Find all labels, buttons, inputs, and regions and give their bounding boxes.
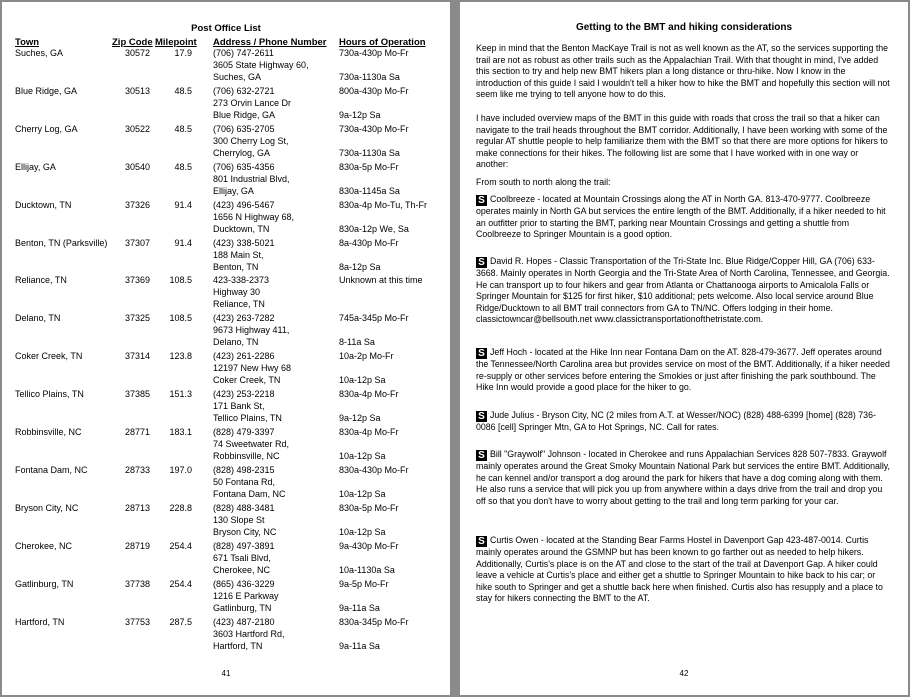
address-line: (706) 635-4356 (213, 161, 275, 172)
zip-cell: 37307 (124, 237, 150, 248)
address-line: (828) 479-3397 (213, 427, 275, 437)
shuttle-entry (476, 347, 890, 394)
town-cell: Bryson City, NC (15, 502, 79, 513)
hours-line: 8a-430p Mo-Fr (339, 237, 399, 248)
zip-cell: 37326 (124, 199, 150, 210)
address-line: (423) 263-7282 (213, 313, 275, 324)
milepoint-cell: 108.5 (169, 313, 192, 324)
intro-paragraph-2: I have included overview maps of the BMT in this guide with roads that cross the trail so that a hiker can navigate to the trail heads throughout the BMT corridor. Additionally, I have been working with some of the regular AT shuttle people to help familiarize them with the BMT so that there are more options for hikers to make connections for their hikes. The following list are some that I have worked with in one way or another: (476, 113, 888, 169)
address-line: 423-338-2373 (213, 275, 270, 286)
address-line: Gatlinburg, TN (213, 602, 272, 613)
address-line: (706) 747-2611 (213, 48, 274, 58)
zip-cell: 37369 (124, 275, 150, 286)
hours-line: 9a-5p Mo-Fr (339, 578, 389, 589)
address-line: Cherrylog, GA (213, 147, 271, 158)
hours-line: Unknown at this time (339, 275, 423, 286)
address-line: (706) 635-2705 (213, 123, 275, 134)
address-line: (423) 253-2218 (213, 389, 275, 400)
page-number-right: 42 (679, 669, 689, 678)
hours-line: 800a-430p Mo-Fr (339, 85, 409, 96)
address-line: Benton, TN (213, 261, 259, 272)
hours-line: 10a-12p Sa (339, 488, 386, 499)
town-cell: Delano, TN (15, 313, 61, 324)
town-cell: Coker Creek, TN (15, 351, 83, 362)
hours-line: 10a-2p Mo-Fr (339, 351, 394, 362)
intro-paragraph-3: From south to north along the trail: (476, 177, 611, 187)
milepoint-cell: 48.5 (174, 161, 192, 172)
milepoint-cell: 254.4 (169, 540, 192, 551)
town-cell: Hartford, TN (15, 616, 65, 627)
address-line: (828) 488-3481 (213, 502, 275, 513)
zip-cell: 28713 (124, 502, 150, 513)
milepoint-cell: 17.9 (174, 48, 192, 58)
address-line: (828) 498-2315 (213, 464, 275, 475)
hours-line: 10a-1130a Sa (339, 564, 395, 575)
shuttle-text: Jude Julius - Bryson City, NC (2 miles from A.T. at Wesser/NOC) (828) 488-6399 [home] (828) 736-0086 [cell] Springer Mtn, GA to Hot Springs, NC. Call for rates. (476, 410, 876, 432)
milepoint-cell: 228.8 (169, 502, 192, 513)
address-line: 671 Tsali Blvd, (213, 552, 271, 563)
header-zip: Zip Code (112, 37, 153, 48)
section-title: Getting to the BMT and hiking considerations (575, 22, 793, 33)
hours-line: 730a-1130a Sa (339, 72, 400, 82)
page-number-left: 41 (221, 669, 231, 678)
milepoint-cell: 254.4 (169, 578, 192, 589)
address-line: 50 Fontana Rd, (213, 476, 276, 487)
town-cell: Reliance, TN (15, 275, 67, 286)
shuttle-entry (476, 256, 890, 326)
address-line: 188 Main St, (213, 249, 264, 260)
milepoint-cell: 48.5 (174, 85, 192, 96)
hours-line: 9a-11a Sa (339, 640, 380, 651)
address-line: Bryson City, NC (213, 526, 277, 537)
milepoint-cell: 108.5 (169, 275, 192, 286)
hours-line: 830a-4p Mo-Fr (339, 389, 399, 400)
town-cell: Tellico Plains, TN (15, 389, 84, 400)
address-line: Robbinsville, NC (213, 451, 280, 461)
address-line: 1216 E Parkway (213, 590, 279, 601)
header-address: Address / Phone Number (213, 37, 327, 48)
address-line: Ellijay, GA (213, 185, 254, 196)
zip-cell: 37314 (124, 351, 150, 362)
address-line: 1656 N Highway 68, (213, 211, 295, 222)
address-line: 3603 Hartford Rd, (213, 628, 285, 639)
shuttle-text: David R. Hopes - Classic Transportation of the Tri-State Inc. Blue Ridge/Copper Hill, GA (706) 633-3668. Mainly operates in North Georgia and the Tri-State Area of North Carolina, Tennessee, and Georgia. He can transport up to four hikers and gear from Atlanta or Chattanooga airports to Amicalola Falls or Springer Mountain for $125 for first hiker, $10 additional; pets welcome. Also local service around Blue Ridge/Ducktown to all BMT trail connectors from GA to TN/NC. Offers lodging in their home. classictowncar@bellsouth.net www.classictransportationofthetristate.com. (476, 256, 890, 324)
zip-cell: 28733 (124, 464, 150, 475)
address-line: Delano, TN (213, 337, 259, 348)
header-hours: Hours of Operation (339, 37, 426, 48)
hours-line: 830a-1145a Sa (339, 185, 400, 196)
address-line: 12197 New Hwy 68 (213, 363, 292, 374)
address-line: 273 Orvin Lance Dr (213, 97, 292, 108)
milepoint-cell: 183.1 (169, 427, 192, 437)
shuttle-icon: S (476, 536, 487, 547)
hours-line: 830a-5p Mo-Fr (339, 502, 399, 513)
left-page (2, 2, 450, 695)
address-line: (423) 487-2180 (213, 616, 275, 627)
address-line: Coker Creek, TN (213, 375, 281, 386)
shuttle-entry (476, 449, 890, 507)
address-line: Ducktown, TN (213, 223, 270, 234)
intro-paragraph-1: Keep in mind that the Benton MacKaye Trail is not as well known as the AT, so the services supporting the trail are not as robust as other trails such as the Appalachian Trail. With that thought in mind, I've added this section to try and help new BMT hikers plan a long distance or thru-hike. Now I know in the introduction of this guide I said I wouldn't tell a hiker how to hike the BMT and hopefully this section will not seem like me trying to tell anyone how to do this. (476, 43, 890, 99)
shuttle-entry (476, 410, 890, 434)
address-line: Hartford, TN (213, 640, 263, 651)
address-line: (828) 497-3891 (213, 540, 275, 551)
milepoint-cell: 123.8 (169, 351, 192, 362)
hours-line: 8-11a Sa (339, 337, 375, 348)
address-line: (423) 496-5467 (213, 199, 275, 210)
hours-line: 830a-430p Mo-Fr (339, 464, 409, 475)
address-line: 171 Bank St, (213, 401, 265, 412)
hours-line: 8a-12p Sa (339, 261, 381, 272)
hours-line: 830a-4p Mo-Fr (339, 427, 399, 437)
shuttle-entry (476, 535, 890, 605)
zip-cell: 37385 (124, 389, 150, 400)
town-cell: Cherokee, NC (15, 540, 73, 551)
shuttle-text: Jeff Hoch - located at the Hike Inn near Fontana Dam on the AT. 828-479-3677. Jeff operates around the Tennessee/North Carolina area but provides service on most of the BMT. Additionally, if a hiker needed re-supply or other services before entering the Smokies or just after finishing the park southbound. The Hike Inn would provide a good place for the hiker to go. (476, 347, 890, 392)
milepoint-cell: 48.5 (174, 123, 192, 134)
address-line: 74 Sweetwater Rd, (213, 439, 290, 449)
hours-line: 10a-12p Sa (339, 451, 386, 461)
address-line: (706) 632-2721 (213, 85, 275, 96)
town-cell: Gatlinburg, TN (15, 578, 74, 589)
right-page (460, 2, 908, 695)
shuttle-text: Coolbreeze - located at Mountain Crossings along the AT in North GA. 813-470-9777. Coolbreeze operates mainly in North GA but services the entire length of the BMT. Additionally, if a hiker needed to hit an outfitter prior to starting the BMT, parking near Mountain Crossings and getting a shuttle from Coolbreeze to Springer Mountain is a good option. (476, 194, 886, 239)
town-cell: Ellijay, GA (15, 161, 56, 172)
zip-cell: 30513 (124, 85, 150, 96)
hours-line: 10a-12p Sa (339, 526, 386, 537)
milepoint-cell: 151.3 (169, 389, 192, 400)
address-line: (423) 338-5021 (213, 237, 275, 248)
town-cell: Robbinsville, NC (15, 427, 82, 437)
shuttle-text: Bill "Graywolf" Johnson - located in Cherokee and runs Appalachian Services 828 507-7833. Graywolf mainly operates around the Great Smoky Mountain National Park but services the entire BMT. Additionally, he can kennel and/or transport a dog around the park for hikers that have a dog coming along with them. He also runs a service that will pick you up from anywhere within a days drive from the trail and drop you off so that you don't have to worry about getting to the trail and long term parking for your car. (476, 449, 890, 506)
town-cell: Fontana Dam, NC (15, 464, 88, 475)
town-cell: Blue Ridge, GA (15, 85, 78, 96)
hours-line: 830a-345p Mo-Fr (339, 616, 409, 627)
address-line: 801 Industrial Blvd, (213, 173, 290, 184)
zip-cell: 30540 (124, 161, 150, 172)
hours-line: 830a-12p We, Sa (339, 223, 409, 234)
address-line: Fontana Dam, NC (213, 488, 286, 499)
address-line: 130 Slope St (213, 514, 265, 525)
milepoint-cell: 287.5 (169, 616, 192, 627)
address-line: Cherokee, NC (213, 564, 271, 575)
hours-line: 730a-430p Mo-Fr (339, 123, 409, 134)
address-line: 300 Cherry Log St, (213, 135, 289, 146)
hours-line: 730a-1130a Sa (339, 147, 400, 158)
header-milepoint: Milepoint (155, 37, 197, 48)
hours-line: 830a-5p Mo-Fr (339, 161, 399, 172)
town-cell: Benton, TN (Parksville) (15, 237, 108, 248)
shuttle-icon: S (476, 411, 487, 422)
post-office-list-title: Post Office List (191, 23, 261, 34)
zip-cell: 37325 (124, 313, 150, 324)
hours-line: 730a-430p Mo-Fr (339, 48, 409, 58)
shuttle-icon: S (476, 195, 487, 206)
milepoint-cell: 91.4 (174, 199, 192, 210)
hours-line: 9a-11a Sa (339, 602, 380, 613)
address-line: Blue Ridge, GA (213, 109, 276, 120)
header-town: Town (15, 37, 40, 48)
town-cell: Cherry Log, GA (15, 123, 78, 134)
town-cell: Suches, GA (15, 48, 64, 58)
address-line: (865) 436-3229 (213, 578, 275, 589)
hours-line: 9a-430p Mo-Fr (339, 540, 399, 551)
zip-cell: 30572 (124, 48, 150, 58)
hours-line: 745a-345p Mo-Fr (339, 313, 409, 324)
zip-cell: 28771 (124, 427, 150, 437)
hours-line: 10a-12p Sa (339, 375, 386, 386)
address-line: Highway 30 (213, 287, 261, 298)
hours-line: 830a-4p Mo-Tu, Th-Fr (339, 199, 428, 210)
town-cell: Ducktown, TN (15, 199, 72, 210)
address-line: 3605 State Highway 60, (213, 60, 309, 70)
shuttle-entry (476, 194, 890, 241)
milepoint-cell: 91.4 (174, 237, 192, 248)
address-line: 9673 Highway 411, (213, 325, 290, 336)
shuttle-icon: S (476, 257, 487, 268)
zip-cell: 30522 (124, 123, 150, 134)
shuttle-icon: S (476, 348, 487, 359)
address-line: (423) 261-2286 (213, 351, 275, 362)
zip-cell: 37753 (124, 616, 150, 627)
address-line: Tellico Plains, TN (213, 413, 282, 424)
shuttle-icon: S (476, 450, 487, 461)
hours-line: 9a-12p Sa (339, 413, 381, 424)
milepoint-cell: 197.0 (169, 464, 192, 475)
shuttle-text: Curtis Owen - located at the Standing Bear Farms Hostel in Davenport Gap 423-487-0014. Curtis mainly operates around the GSMNP but has been known to go farther out as needed to help hikers. Additionally, Curtis's place is on the AT and close to the start of the trail at Davenport Gap. A hiker could leave a vehicle at Curtis's place and either get a shuttle to Springer Mountain to hike back to his car; or hike south to Springer and get a shuttle back here when finished. Curtis also has resupply and a place to stay for hikers connecting the BMT to the AT. (476, 535, 883, 603)
address-line: Reliance, TN (213, 299, 265, 310)
address-line: Suches, GA (213, 72, 262, 82)
zip-cell: 28719 (124, 540, 150, 551)
hours-line: 9a-12p Sa (339, 109, 381, 120)
zip-cell: 37738 (124, 578, 150, 589)
